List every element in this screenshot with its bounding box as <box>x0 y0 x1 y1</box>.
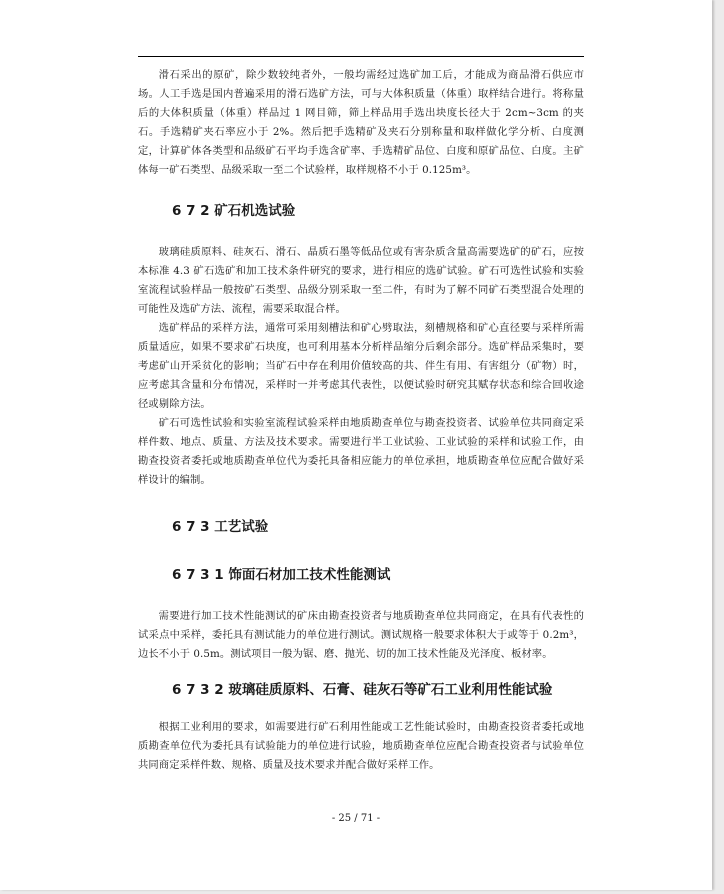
heading-6-7-3-2: 6 7 3 2 玻璃硅质原料、石膏、硅灰石等矿石工业利用性能试验 <box>172 682 553 698</box>
heading-6-7-3-1: 6 7 3 1 饰面石材加工技术性能测试 <box>172 567 391 583</box>
paragraph-industrial-utilization-test: 根据工业利用的要求，如需要进行矿石利用性能或工艺性能试验时，由勘查投资者委托或地质勘查单位代为委托具有试验能力的单位进行试验，地质勘查单位应配合勘查投资者与试验单位共同商定采样件数、规格、质量及技术要求并配合做好采样工作。 <box>138 721 584 771</box>
paragraph-sampling-method: 选矿样品的采样方法，通常可采用刻槽法和矿心劈取法，刻槽规格和矿心直径要与采样所需质量适应，如果不要求矿石块度，也可利用基本分析样品缩分后剩余部分。选矿样品采集时，要考虑矿山开采贫化的影响；当矿石中存在利用价值较高的共、伴生有用、有害组分（矿物）时，应考虑其含量和分布情况，采样时一并考虑其代表性，以便试验时研究其赋存状态和综合回收途径或剔除方法。 <box>138 322 584 410</box>
header-rule <box>138 56 584 57</box>
heading-6-7-3: 6 7 3 工艺试验 <box>172 519 269 535</box>
page-content <box>138 66 584 775</box>
paragraph-beneficiation-scope: 玻璃硅质原料、硅灰石、滑石、晶质石墨等低品位或有害杂质含量高需要选矿的矿石，应按本标准 4.3 矿石选矿和加工技术条件研究的要求，进行相应的选矿试验。矿石可选性试验和实验室流程试验样品一般按矿石类型、品级分别采取一至二件，有时为了解不同矿石类型混合处理的可能性及选矿方法、流程，需要采取混合样。 <box>138 246 584 315</box>
paragraph-stone-processing-test: 需要进行加工技术性能测试的矿床由勘查投资者与地质勘查单位共同商定，在具有代表性的试采点中采样，委托具有测试能力的单位进行测试。测试规格一般要求体积大于或等于 0.2m³，边长不小于 0.5m。测试项目一般为锯、磨、抛光、切的加工技术性能及光泽度、板材率。 <box>138 610 584 660</box>
page-number: - 25 / 71 - <box>331 813 381 824</box>
paragraph-talc-hand-sorting: 滑石采出的原矿，除少数较纯者外，一般均需经过选矿加工后，才能成为商品滑石供应市场。人工手选是国内普遍采用的滑石选矿方法，可与大体积质量（体重）取样结合进行。将称量后的大体积质量（体重）样品过 1 网目筛，筛上样品用手选出块度长径大于 2cm~3cm 的夹石。手选精矿夹石率应小于 2%。然后把手选精矿及夹石分别称量和取样做化学分析、白度测定，计算矿体各类型和品级矿石平均手选含矿率、手选精矿品位、白度和原矿品位、白度。主矿体每一矿石类型、品级采取一至二个试验样，取样规格不小于 0.125m³。 <box>138 69 584 176</box>
heading-6-7-2: 6 7 2 矿石机选试验 <box>172 203 296 219</box>
paragraph-sampling-responsibility: 矿石可选性试验和实验室流程试验采样由地质勘查单位与勘查投资者、试验单位共同商定采样件数、地点、质量、方法及技术要求。需要进行半工业试验、工业试验的采样和试验工作，由勘查投资者委托或地质勘查单位代为委托具备相应能力的单位承担，地质勘查单位应配合做好采样设计的编制。 <box>138 417 584 486</box>
